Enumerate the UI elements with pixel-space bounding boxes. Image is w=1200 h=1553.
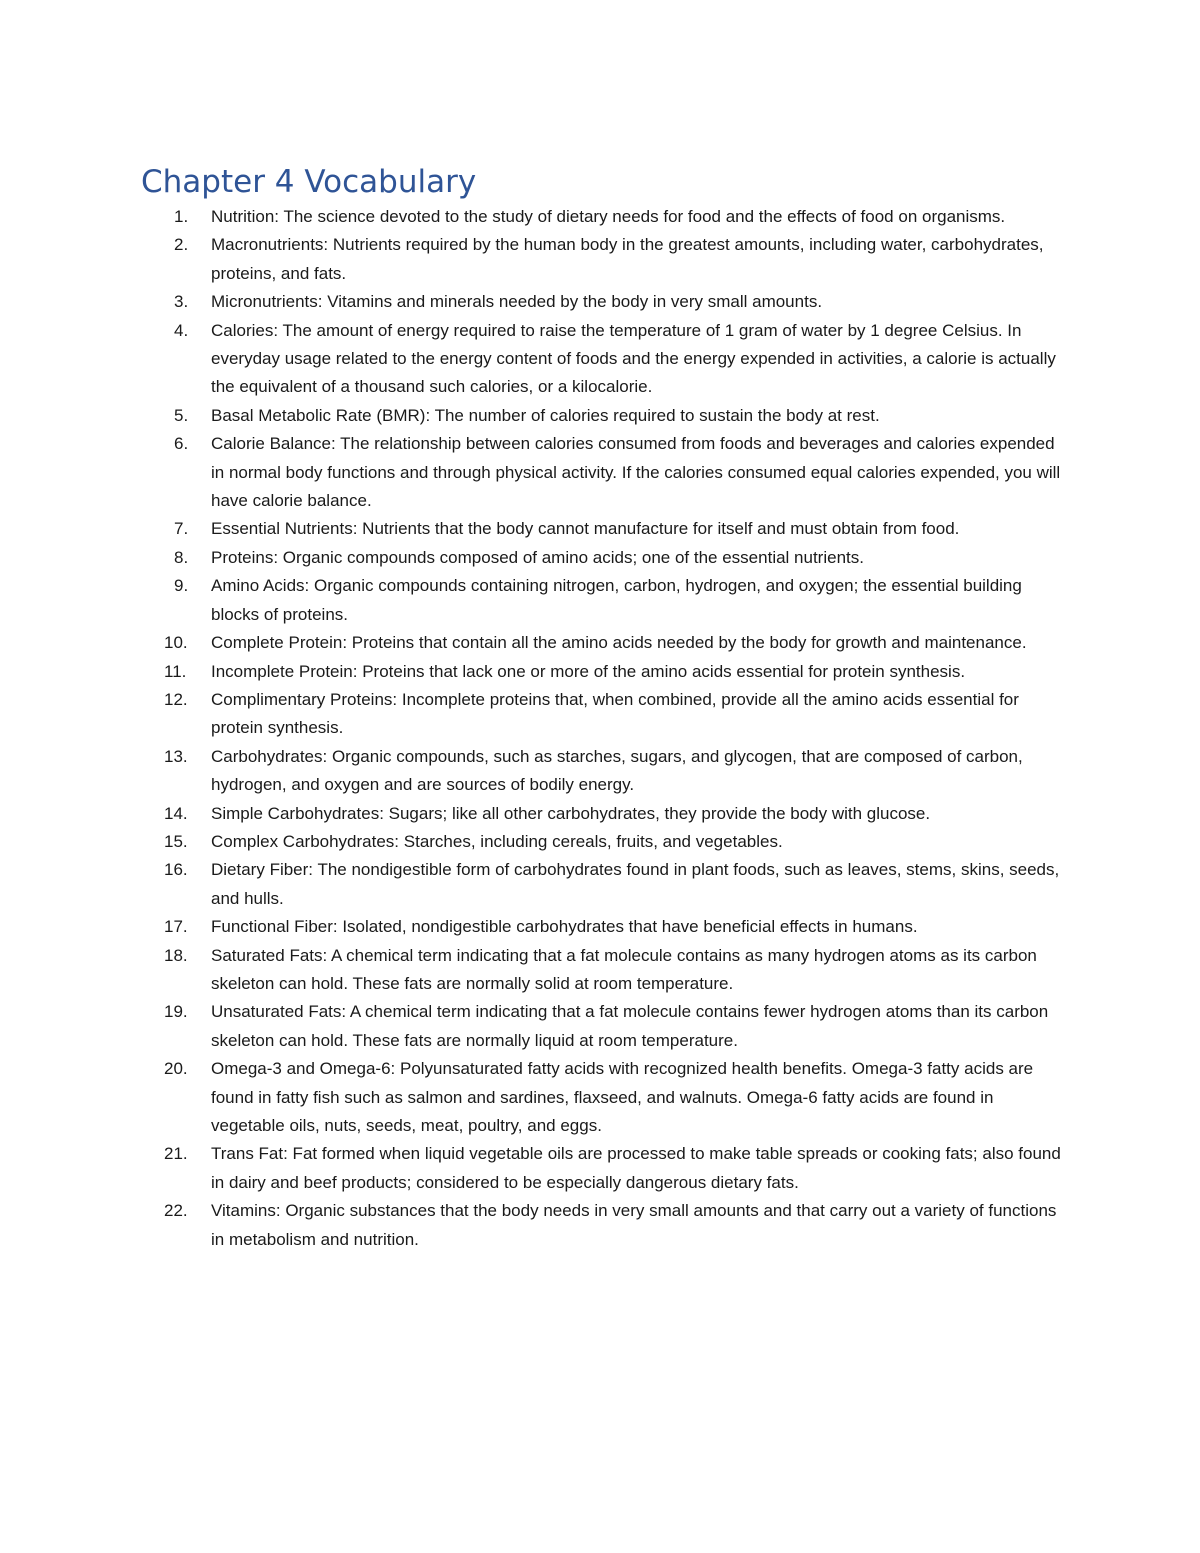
list-item-number: 13. [164, 746, 188, 766]
list-item [0, 998, 1061, 1055]
list-item-definition: Complex Carbohydrates: Starches, including cereals, fruits, and vegetables. [211, 831, 783, 851]
list-item-definition: Nutrition: The science devoted to the study of dietary needs for food and the effects of food on organisms. [211, 207, 1006, 226]
list-item-definition: Complimentary Proteins: Incomplete proteins that, when combined, provide all the amino acids essential for protein synthesis. [211, 689, 1019, 738]
list-item [0, 1055, 1061, 1140]
vocabulary-list [0, 203, 1200, 1254]
list-item-number: 7. [174, 519, 189, 539]
list-item-number: 19. [164, 1002, 188, 1022]
list-item [0, 1140, 1061, 1197]
list-item-definition: Macronutrients: Nutrients required by the human body in the greatest amounts, including water, carbohydrates, proteins, and fats. [211, 235, 1044, 283]
list-item-definition: Carbohydrates: Organic compounds, such as starches, sugars, and glycogen, that are composed of carbon, hydrogen, and oxygen and are sources of bodily energy. [211, 746, 1023, 795]
list-item-number: 1. [174, 207, 189, 226]
list-item-number: 8. [174, 547, 189, 567]
list-item-definition: Saturated Fats: A chemical term indicating that a fat molecule contains as many hydrogen atoms as its carbon skeleton can hold. These fats are normally solid at room temperature. [211, 945, 1037, 993]
list-item-number: 16. [164, 860, 188, 880]
list-item-definition: Calories: The amount of energy required to raise the temperature of 1 gram of water by 1 degree Celsius. In everyday usage related to the energy content of foods and the energy expended in activities, a calorie is actually the equivalent of a thousand such calories, or a kilocalorie. [211, 320, 1056, 397]
list-item-definition: Omega-3 and Omega-6: Polyunsaturated fatty acids with recognized health benefits. Omega-3 fatty acids are found in fatty fish such as salmon and sardines, flaxseed, and walnuts. Omega-6 fatty acids are found in vegetable oils, nuts, seeds, meat, poultry, and eggs. [211, 1059, 1034, 1135]
list-item-definition: Simple Carbohydrates: Sugars; like all other carbohydrates, they provide the body with glucose. [211, 803, 931, 823]
list-item-definition: Proteins: Organic compounds composed of amino acids; one of the essential nutrients. [211, 547, 864, 567]
list-item [0, 828, 1061, 856]
list-item-number: 9. [174, 576, 189, 596]
list-item-definition: Amino Acids: Organic compounds containing nitrogen, carbon, hydrogen, and oxygen; the essential building blocks of proteins. [211, 576, 1022, 624]
list-item [0, 658, 1061, 686]
list-item-number: 12. [164, 689, 188, 709]
list-item-number: 3. [174, 292, 189, 312]
list-item [0, 913, 1061, 941]
list-item-number: 4. [174, 320, 189, 340]
list-item-definition: Vitamins: Organic substances that the body needs in very small amounts and that carry out a variety of functions in metabolism and nutrition. [211, 1201, 1057, 1249]
list-item [0, 686, 1061, 743]
list-item-definition: Complete Protein: Proteins that contain all the amino acids needed by the body for growth and maintenance. [211, 633, 1027, 653]
list-item-definition: Functional Fiber: Isolated, nondigestible carbohydrates that have beneficial effects in humans. [211, 917, 918, 937]
list-item-number: 11. [164, 661, 187, 681]
list-item-number: 21. [164, 1144, 188, 1164]
list-item [0, 544, 1061, 572]
list-item [0, 288, 1061, 316]
list-item [0, 1197, 1061, 1254]
list-item-number: 22. [164, 1201, 188, 1221]
page-title: Chapter 4 Vocabulary [141, 164, 477, 200]
list-item-definition: Basal Metabolic Rate (BMR): The number of calories required to sustain the body at rest. [211, 405, 880, 425]
list-item-number: 20. [164, 1059, 188, 1079]
list-item-number: 18. [164, 945, 188, 965]
list-item-definition: Micronutrients: Vitamins and minerals needed by the body in very small amounts. [211, 292, 823, 312]
list-item-definition: Dietary Fiber: The nondigestible form of carbohydrates found in plant foods, such as leaves, stems, skins, seeds, and hulls. [211, 860, 1060, 908]
list-item-number: 17. [164, 917, 188, 937]
list-item-number: 6. [174, 434, 189, 454]
list-item [0, 629, 1061, 657]
list-item [0, 231, 1061, 288]
list-item [0, 942, 1061, 999]
list-item [0, 800, 1061, 828]
list-item [0, 203, 1061, 231]
list-item-definition: Incomplete Protein: Proteins that lack one or more of the amino acids essential for protein synthesis. [211, 661, 966, 681]
list-item-number: 2. [174, 235, 189, 255]
list-item [0, 743, 1061, 800]
list-item [0, 430, 1061, 515]
list-item-definition: Essential Nutrients: Nutrients that the body cannot manufacture for itself and must obtain from food. [211, 519, 960, 539]
list-item [0, 572, 1061, 629]
list-item-number: 5. [174, 405, 189, 425]
list-item [0, 515, 1061, 543]
list-item-definition: Trans Fat: Fat formed when liquid vegetable oils are processed to make table spreads or cooking fats; also found in dairy and beef products; considered to be especially dangerous dietary fats. [211, 1144, 1061, 1192]
list-item [0, 856, 1061, 913]
list-item [0, 402, 1061, 430]
list-item-number: 10. [164, 633, 188, 653]
list-item-number: 14. [164, 803, 188, 823]
list-item-definition: Unsaturated Fats: A chemical term indicating that a fat molecule contains fewer hydrogen atoms than its carbon skeleton can hold. These fats are normally liquid at room temperature. [211, 1002, 1049, 1050]
list-item-definition: Calorie Balance: The relationship between calories consumed from foods and beverages and calories expended in normal body functions and through physical activity. If the calories consumed equal calories expended, you will have calorie balance. [211, 434, 1061, 511]
list-item-number: 15. [164, 831, 188, 851]
list-item [0, 317, 1061, 402]
